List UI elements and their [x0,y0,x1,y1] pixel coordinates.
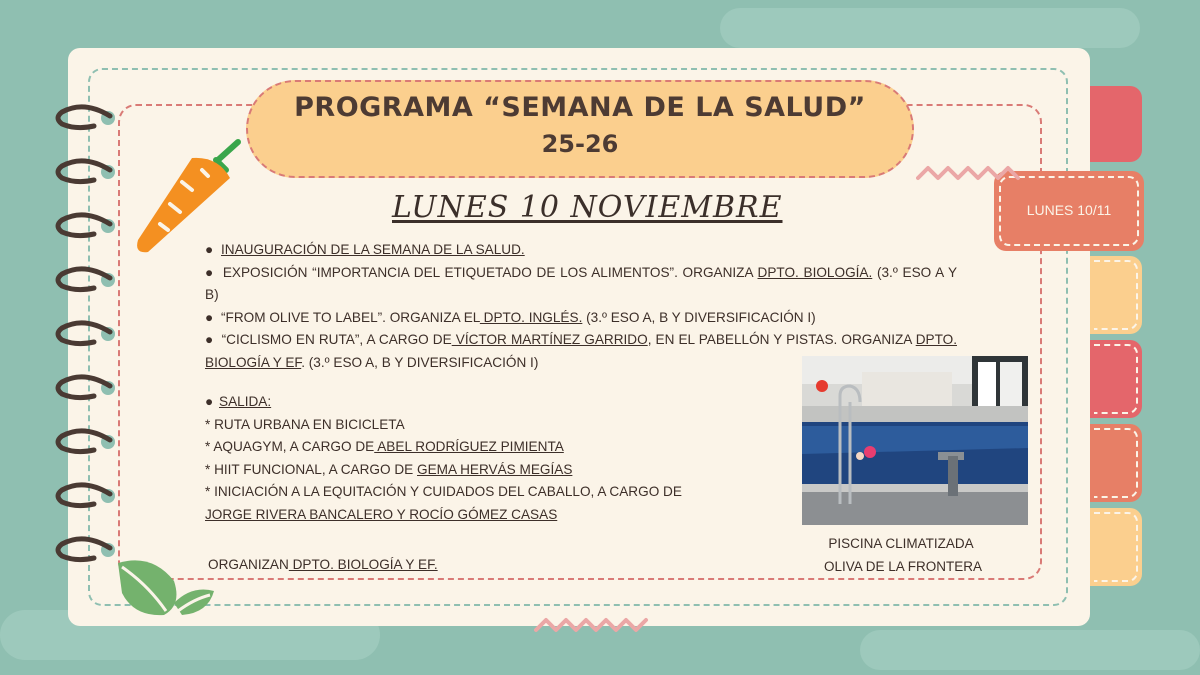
activity-text: EXPOSICIÓN “IMPORTANCIA DEL ETIQUETADO DE LOS ALIMENTOS”. ORGANIZA [222,264,758,280]
bullet-icon: ● [205,309,214,325]
list-item [205,414,705,437]
activity-text: (3.º ESO A, B Y DIVERSIFICACIÓN I) [582,309,816,325]
person-link[interactable]: JORGE RIVERA BANCALERO Y ROCÍO GÓMEZ CASAS [205,506,558,522]
spiral-binding-ring-icon [54,320,116,348]
spiral-binding-ring-icon [54,104,116,132]
tab-dashed-border [1094,344,1138,414]
spiral-binding-ring-icon [54,482,116,510]
department-link[interactable]: DPTO. BIOLOGÍA. [757,264,873,280]
department-link[interactable]: DPTO. BIOLOGÍA Y EF [205,332,957,370]
program-title-banner [246,80,914,178]
tab-label: LUNES 10/11 [1026,202,1112,218]
bullet-icon: ● [205,264,215,280]
spiral-binding-ring-icon [54,212,116,240]
organizers-label: ORGANIZAN [208,557,289,572]
activity-list [205,239,957,374]
spiral-binding-ring-icon [54,374,116,402]
person-link[interactable]: ABEL RODRÍGUEZ PIMIENTA [374,439,564,454]
spiral-binding-ring-icon [54,266,116,294]
tab-dashed-border [1094,260,1138,330]
background-brush-stroke [860,630,1200,670]
photo-caption-line1: PISCINA CLIMATIZADA [828,536,974,551]
list-item [205,504,705,527]
bullet-icon: ● [205,332,214,347]
salida-heading: SALIDA: [219,394,272,409]
leaf-icon [112,555,222,623]
tab-dashed-border [1094,512,1138,582]
activity-text: * INICIACIÓN A LA EQUITACIÓN Y CUIDADOS DEL CABALLO, A CARGO DE [205,484,682,499]
department-link[interactable]: DPTO. INGLÉS. [479,309,583,325]
zigzag-decoration [534,614,650,638]
program-year: 25-26 [541,130,619,158]
list-item [205,239,957,262]
bullet-icon: ● [205,394,214,409]
activity-text: “FROM OLIVE TO LABEL”. ORGANIZA EL [221,309,480,325]
salida-section [205,391,705,526]
activity-text: * RUTA URBANA EN BICICLETA [205,416,405,432]
list-item [205,481,705,504]
activity-text: * HIIT FUNCIONAL, A CARGO DE [205,461,418,477]
activity-text: . (3.º ESO A, B Y DIVERSIFICACIÓN I) [301,354,539,370]
bullet-icon: ● [205,242,214,257]
tab-dashed-border [1094,428,1138,498]
list-item [205,307,957,330]
person-link[interactable]: GEMA HERVÁS MEGÍAS [417,461,573,477]
day-heading: LUNES 10 NOVIEMBRE [392,190,783,225]
background-brush-stroke [720,8,1140,48]
list-item [205,262,957,307]
activity-text: “CICLISMO EN RUTA”, A CARGO DE [221,332,452,347]
photo-caption-line2: OLIVA DE LA FRONTERA [823,559,983,574]
activity-text: * AQUAGYM, A CARGO DE [205,439,375,454]
list-item [205,459,705,482]
activity-inauguration: INAUGURACIÓN DE LA SEMANA DE LA SALUD. [221,242,525,257]
list-item [205,436,705,459]
activity-text: (3.º ESO A Y B) [205,264,958,302]
activity-text: , EN EL PABELLÓN Y PISTAS. ORGANIZA [647,332,916,347]
spiral-binding-ring-icon [54,536,116,564]
spiral-binding-ring-icon [54,428,116,456]
program-title: PROGRAMA “SEMANA DE LA SALUD” [294,92,866,123]
organizers-line [208,554,608,577]
notebook-tab-red[interactable] [1090,86,1142,162]
person-link[interactable]: VÍCTOR MARTÍNEZ GARRIDO [451,332,648,347]
pool-photo [802,356,1028,525]
department-link[interactable]: DPTO. BIOLOGÍA Y EF. [288,557,438,572]
salida-heading-row [205,391,705,414]
spiral-binding-ring-icon [54,158,116,186]
zigzag-decoration [916,162,1026,186]
